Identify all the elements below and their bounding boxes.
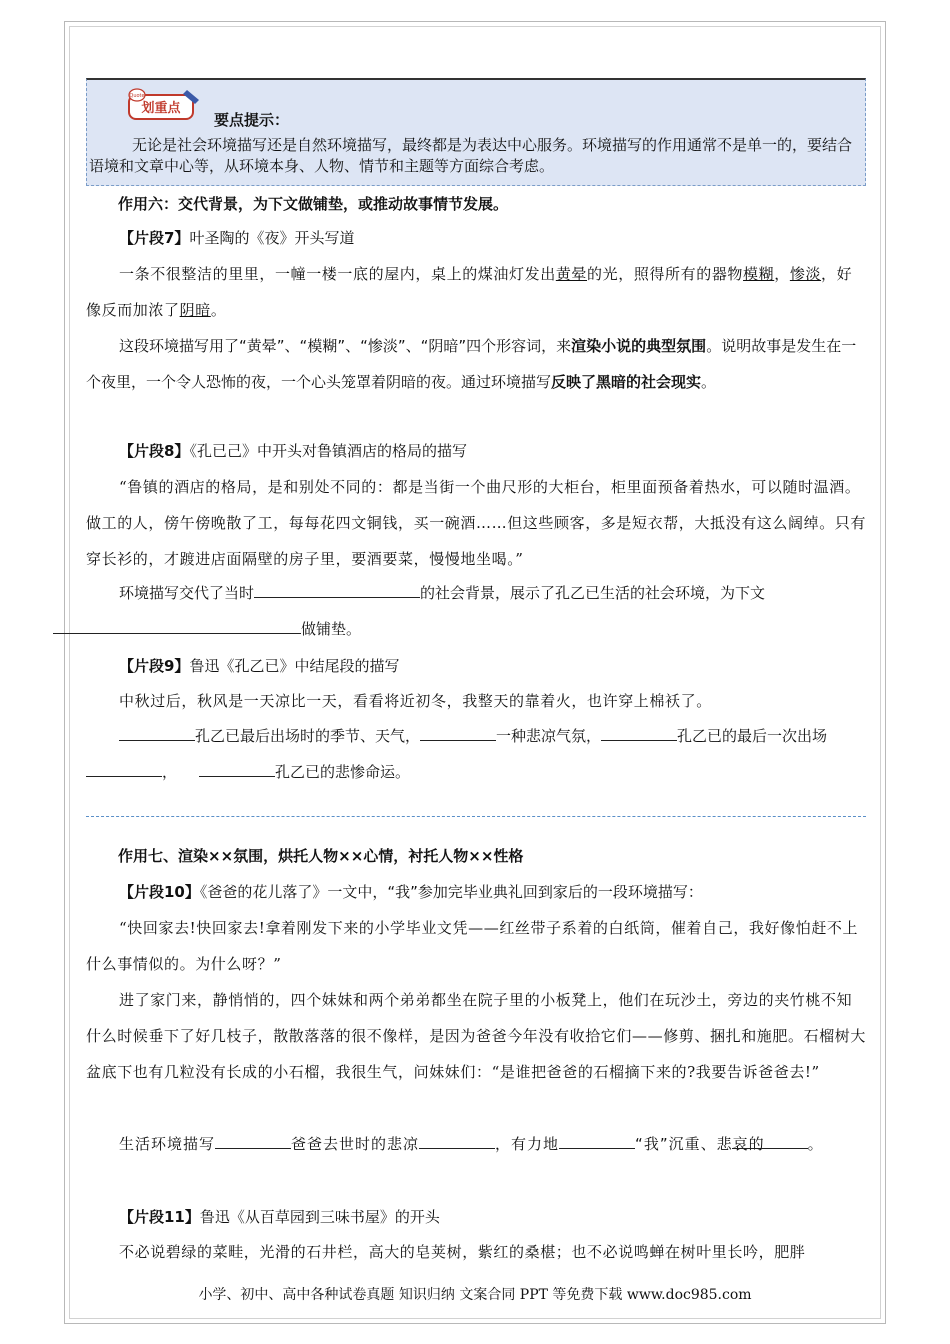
section-divider — [86, 816, 866, 817]
fragment8-quote: “鲁镇的酒店的格局，是和别处不同的：都是当街一个曲尺形的大柜台，柜里面预备着热水，可以随时温酒。做工的人，傍午傍晚散了工，每每花四文铜钱，买一碗酒……但这些顾客，多是短衣帮，大抵没有这么阔绰。只有穿长衫的，才踱进店面隔壁的房子里，要酒要菜，慢慢地坐喝。” — [86, 478, 867, 568]
badge-small-text: Quote — [129, 93, 145, 99]
fragment11-title: 鲁迅《从百草园到三味书屋》的开头 — [199, 1208, 440, 1226]
exercise-text: 孔乙已的悲惨命运。 — [275, 763, 411, 781]
exercise-text: ， — [162, 763, 178, 781]
fragment11-header — [86, 1199, 866, 1235]
exercise-text: 环境描写交代了当时 — [119, 584, 255, 602]
section7-heading: 作用七、渲染××氛围，烘托人物××心情，衬托人物××性格 — [118, 847, 524, 865]
exercise-text: 爸爸去世时的悲凉 — [291, 1135, 420, 1153]
fragment10-quote2: 进了家门来，静悄悄的，四个妹妹和两个弟弟都坐在院子里的小板凳上，他们在玩沙土，旁边的夹竹桃不知什么时候垂下了好几枝子，散散落落的很不像样，是因为爸爸今年没有收拾它们——修剪、捆扎和施肥。石榴树大盆底下也有几粒没有长成的小石榴，我很生气，问妹妹们：“是谁把爸爸的石榴摘下来的?我要告诉爸爸去!” — [86, 991, 867, 1081]
answer-blank[interactable] — [86, 761, 162, 777]
answer-blank[interactable] — [215, 1133, 291, 1149]
answer-blank[interactable] — [254, 582, 420, 598]
fragment9-label: 【片段9】 — [119, 657, 190, 675]
tip-title: 要点提示： — [214, 111, 290, 129]
fragment7-analysis — [86, 328, 866, 400]
answer-blank[interactable] — [199, 761, 275, 777]
exercise-text: 做铺垫。 — [301, 620, 362, 638]
page-footer: 小学、初中、高中各种试卷真题 知识归纳 文案合同 PPT 等免费下载 www.doc985.com — [198, 1287, 752, 1303]
analysis-bold: 渲染小说的典型氛围 — [571, 337, 707, 355]
exercise-text: ，有力地 — [495, 1135, 560, 1153]
analysis-text: 。 — [701, 373, 717, 391]
exercise-text: “我”沉重、悲哀的 — [635, 1135, 765, 1153]
fragment9-quote: 中秋过后，秋风是一天凉比一天，看看将近初冬，我整天的靠着火，也许穿上棉袄了。 — [119, 692, 712, 710]
quote-text: ， — [774, 265, 790, 283]
fragment8-title: 《孔已己》中开头对鲁镇酒店的格局的描写 — [189, 442, 467, 460]
fragment8-header — [86, 433, 866, 469]
fragment11-quote: 不必说碧绿的菜畦，光滑的石井栏，高大的皂荚树，紫红的桑椹；也不必说鸣蝉在树叶里长吟，肥胖 — [119, 1243, 806, 1261]
answer-blank[interactable] — [119, 725, 195, 741]
answer-blank[interactable] — [559, 1133, 635, 1149]
fragment7-label: 【片段7】 — [119, 229, 190, 247]
fragment9-exercise — [86, 718, 866, 790]
exercise-text: 孔乙已的最后一次出场 — [677, 727, 828, 745]
underlined-word: 黄晕 — [555, 265, 588, 283]
underlined-word: 阴暗 — [179, 301, 211, 319]
fragment10-exercise — [86, 1126, 866, 1162]
highlight-badge-icon — [125, 86, 203, 124]
exercise-text: 孔乙已最后出场时的季节、天气， — [195, 727, 421, 745]
quote-text: 的光，照得所有的器物 — [587, 265, 744, 283]
exercise-text: 的社会背景，展示了孔乙已生活的社会环境，为下文 — [420, 584, 766, 602]
fragment7-title: 叶圣陶的《夜》开头写道 — [189, 229, 355, 247]
analysis-text: 这段环境描写用了“黄晕”、“模糊”、“惨淡”、“阴暗”四个形容词，来 — [119, 337, 572, 355]
document-body — [86, 78, 867, 1261]
underlined-word: 模糊 — [743, 265, 775, 283]
underlined-word: 惨淡 — [789, 265, 822, 283]
fragment11-label: 【片段11】 — [119, 1208, 200, 1226]
answer-blank[interactable] — [601, 725, 677, 741]
section6-heading: 作用六：交代背景，为下文做铺垫，或推动故事情节发展。 — [118, 195, 509, 213]
exercise-text: 生活环境描写 — [119, 1135, 216, 1153]
exercise-text: 一种悲凉气氛， — [496, 727, 602, 745]
key-point-box — [86, 78, 866, 186]
fragment7-header — [86, 220, 866, 256]
tip-text: 无论是社会环境描写还是自然环境描写，最终都是为表达中心服务。环境描写的作用通常不是单一的，要结合语境和文章中心等，从环境本身、人物、情节和主题等方面综合考虑。 — [89, 136, 853, 175]
analysis-bold: 反映了黑暗的社会现实 — [551, 373, 702, 391]
quote-text: 一条不很整洁的里里，一幢一楼一底的屋内，桌上的煤油灯发出 — [119, 265, 556, 283]
quote-text: ，好像反而加浓了 — [86, 265, 853, 319]
fragment10-title: 《爸爸的花儿落了》一文中，“我”参加完毕业典礼回到家后的一段环境描写： — [199, 883, 703, 901]
exercise-text: 。 — [807, 1135, 824, 1153]
answer-blank[interactable] — [420, 725, 496, 741]
answer-blank[interactable] — [419, 1133, 495, 1149]
fragment8-label: 【片段8】 — [119, 442, 190, 460]
answer-blank[interactable] — [53, 618, 301, 634]
answer-blank[interactable] — [732, 1133, 808, 1149]
fragment8-exercise — [86, 575, 866, 647]
fragment9-title: 鲁迅《孔乙已》中结尾段的描写 — [189, 657, 400, 675]
fragment9-header — [86, 648, 866, 684]
fragment7-quote — [86, 256, 866, 328]
analysis-text: 。说明故事是发生在一个夜里，一个令人恐怖的夜，一个心头笼罩着阴暗的夜。通过环境描写 — [86, 337, 857, 391]
fragment10-header — [86, 874, 866, 910]
fragment10-label: 【片段10】 — [119, 883, 200, 901]
fragment10-quote1: “快回家去!快回家去!拿着刚发下来的小学毕业文凭——红丝带子系着的白纸筒，催着自己，我好像怕赶不上什么事情似的。为什么呀？” — [86, 919, 859, 973]
badge-text: 划重点 — [141, 101, 181, 116]
quote-text: 。 — [210, 301, 227, 319]
